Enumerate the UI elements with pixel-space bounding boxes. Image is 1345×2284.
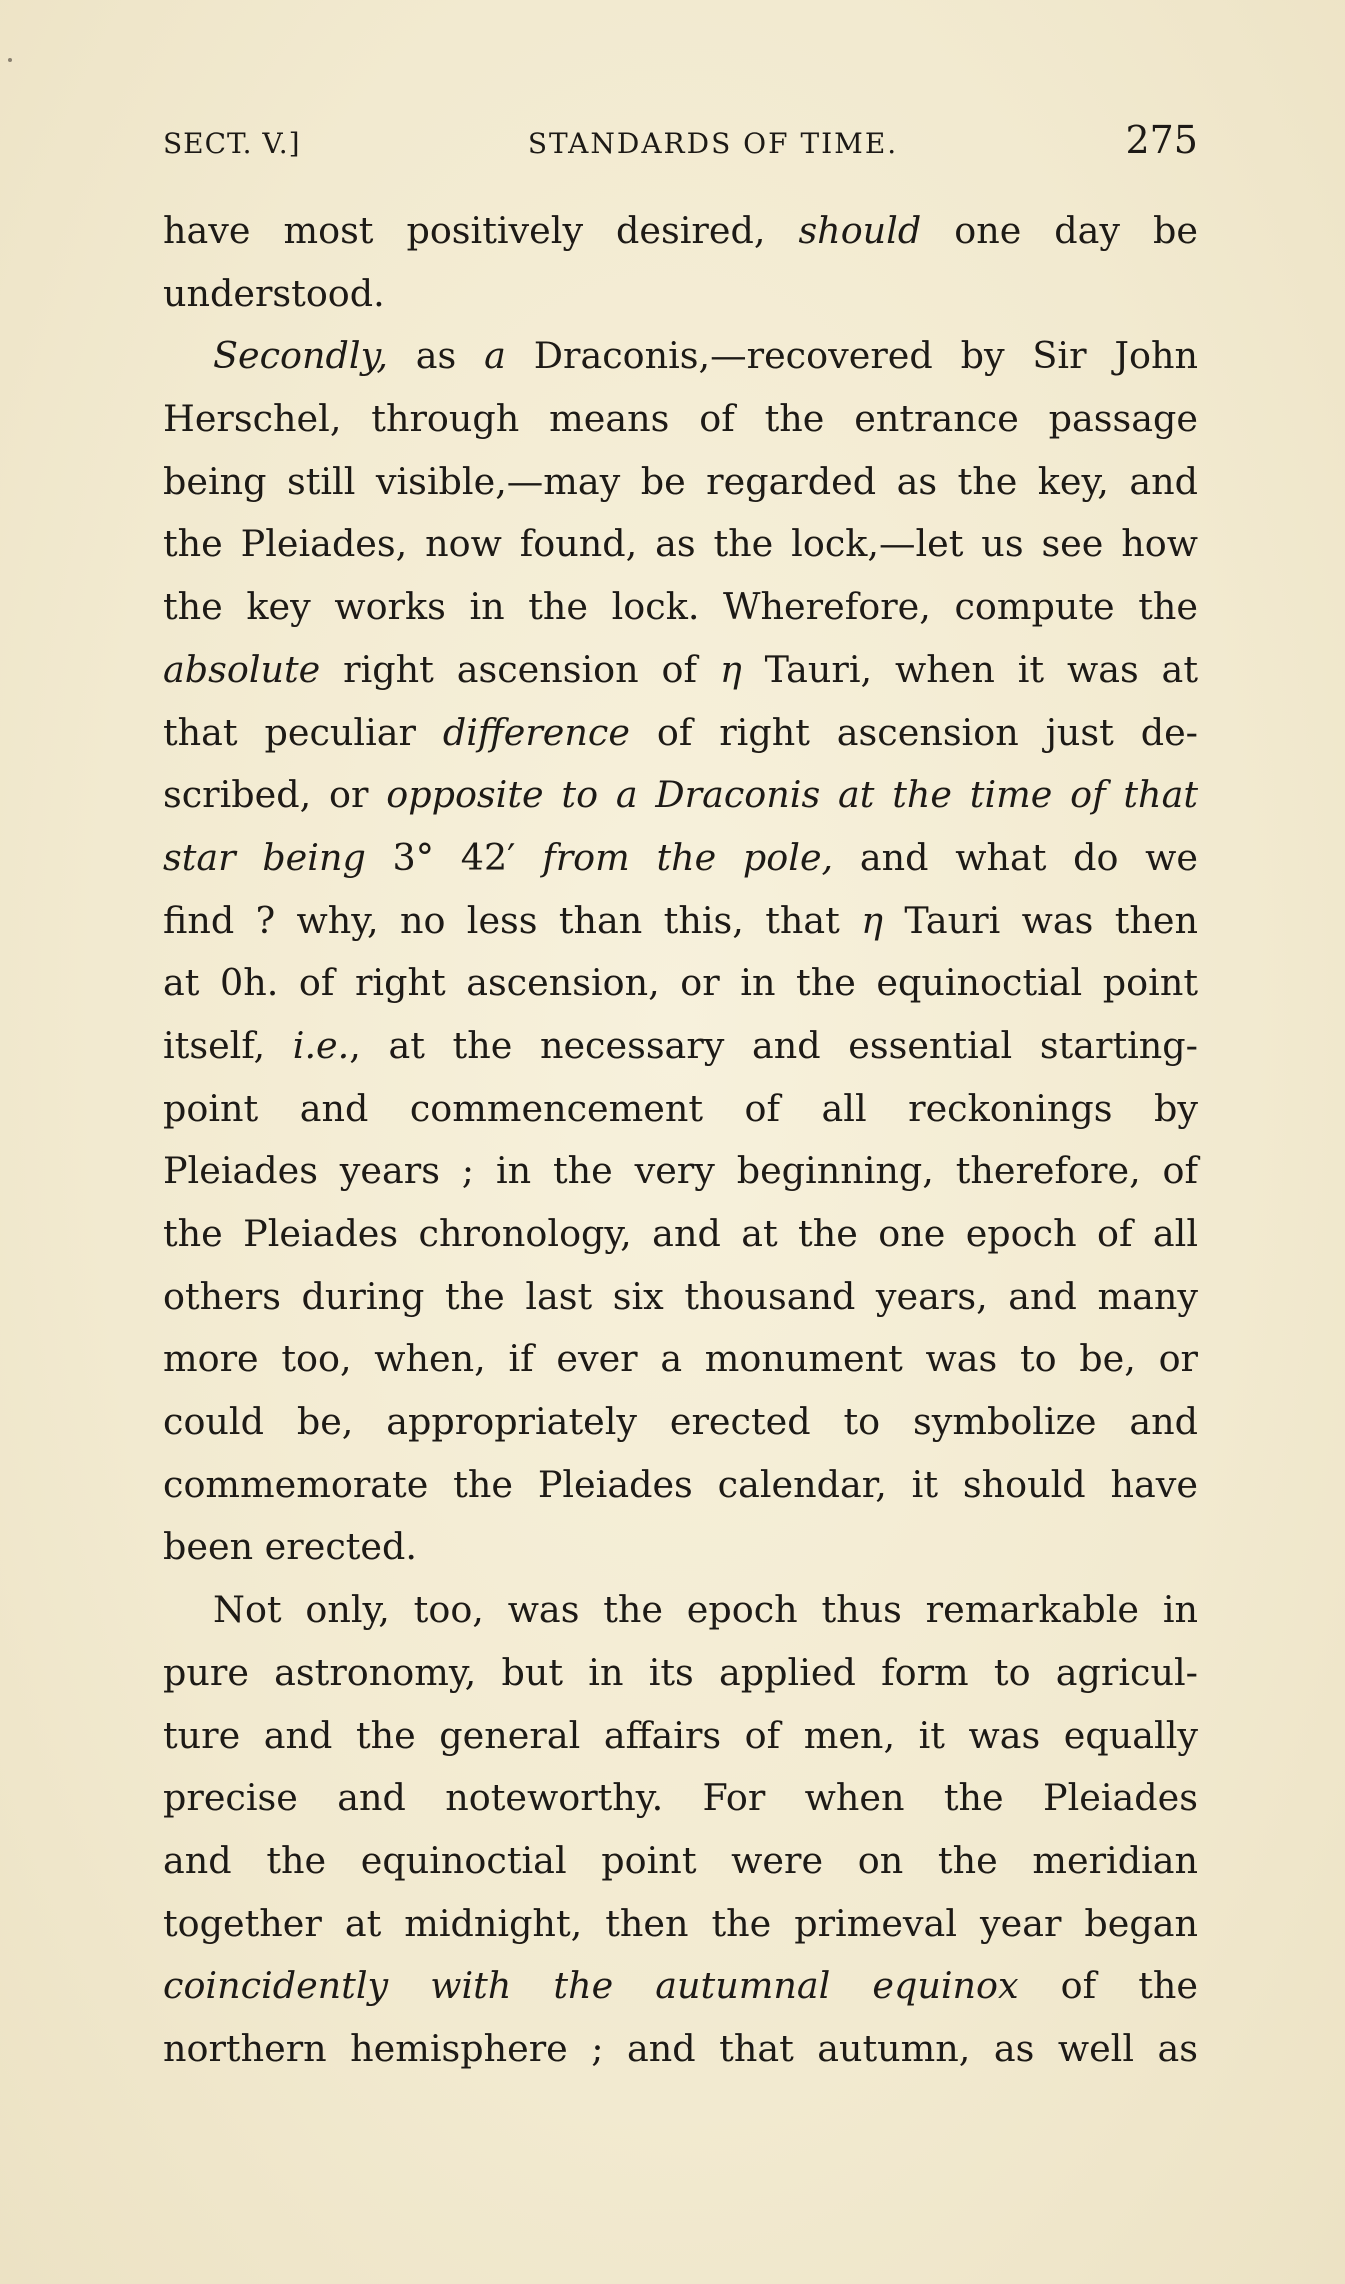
text-line bbox=[163, 1955, 1198, 2018]
text-run: more too, when, if ever a monument was to be, or bbox=[163, 1337, 1198, 1381]
text-line bbox=[163, 1705, 1198, 1768]
running-head bbox=[163, 118, 1198, 168]
italic-text: η bbox=[861, 898, 884, 942]
page-speck bbox=[8, 58, 12, 62]
text-run: of right ascension just de- bbox=[629, 710, 1199, 754]
text-run: point and commencement of all reckonings by bbox=[163, 1086, 1198, 1130]
text-line bbox=[163, 2018, 1198, 2081]
text-run: precise and noteworthy. For when the Pleiades bbox=[163, 1776, 1198, 1820]
text-run: the Pleiades, now found, as the lock,—let us see how bbox=[163, 522, 1198, 566]
section-label: SECT. V.] bbox=[163, 127, 301, 160]
text-run: Pleiades years ; in the very beginning, therefore, of bbox=[163, 1149, 1198, 1193]
text-line bbox=[163, 1391, 1198, 1454]
text-run: could be, appropriately erected to symbolize and bbox=[163, 1400, 1198, 1444]
text-line bbox=[163, 1516, 1198, 1579]
text-line bbox=[163, 764, 1198, 827]
text-run: the key works in the lock. Wherefore, compute the bbox=[163, 585, 1198, 629]
text-run: Herschel, through means of the entrance passage bbox=[163, 397, 1198, 441]
text-line bbox=[163, 1203, 1198, 1266]
text-run: one day be bbox=[921, 209, 1198, 252]
text-run: 3° 42′ bbox=[365, 835, 543, 879]
text-line bbox=[163, 325, 1198, 388]
italic-text: should bbox=[798, 209, 922, 252]
italic-text: a bbox=[484, 334, 506, 378]
text-run: and the equinoctial point were on the meridian bbox=[163, 1838, 1198, 1882]
italic-text: difference bbox=[442, 710, 630, 754]
italic-text: opposite to a Draconis at the time of that bbox=[386, 773, 1198, 817]
text-run: together at midnight, then the primeval year began bbox=[163, 1901, 1198, 1945]
text-run: Not only, too, was the epoch thus remarkable in bbox=[213, 1588, 1198, 1632]
text-line bbox=[163, 952, 1198, 1015]
text-run: , at the necessary and essential starting- bbox=[349, 1023, 1198, 1067]
text-line bbox=[163, 1893, 1198, 1956]
text-line bbox=[163, 1078, 1198, 1141]
text-run: itself, bbox=[163, 1023, 293, 1067]
text-run: and what do we bbox=[833, 835, 1198, 879]
text-line bbox=[163, 1642, 1198, 1705]
text-run: Tauri, when it was at bbox=[741, 647, 1198, 691]
text-run: others during the last six thousand years, and many bbox=[163, 1274, 1198, 1318]
text-run: the Pleiades chronology, and at the one epoch of all bbox=[163, 1212, 1198, 1255]
text-line bbox=[163, 1579, 1198, 1642]
text-run: scribed, or bbox=[163, 773, 387, 817]
page-number: 275 bbox=[1125, 118, 1198, 162]
text-run: being still visible,—may be regarded as the key, and bbox=[163, 459, 1198, 503]
running-title: STANDARDS OF TIME. bbox=[527, 127, 899, 160]
text-line bbox=[163, 263, 1198, 326]
text-run: find ? why, no less than this, that bbox=[163, 898, 862, 942]
text-run: been erected. bbox=[163, 1525, 418, 1569]
text-line bbox=[163, 1830, 1198, 1893]
text-line bbox=[163, 827, 1198, 890]
text-run: commemorate the Pleiades calendar, it should have bbox=[163, 1462, 1198, 1506]
text-line bbox=[163, 1767, 1198, 1830]
text-run: have most positively desired, bbox=[163, 209, 799, 252]
text-run: of the bbox=[1018, 1964, 1199, 2008]
text-line bbox=[163, 702, 1198, 765]
text-run: Draconis,—recovered by Sir John bbox=[505, 334, 1198, 378]
text-run: at 0h. of right ascension, or in the equinoctial point bbox=[163, 961, 1198, 1005]
italic-text: star being bbox=[163, 835, 366, 879]
text-line bbox=[163, 1328, 1198, 1391]
text-run: that peculiar bbox=[163, 710, 443, 754]
text-line bbox=[163, 639, 1198, 702]
text-line bbox=[163, 1140, 1198, 1203]
text-line bbox=[163, 200, 1198, 263]
text-line bbox=[163, 1266, 1198, 1329]
italic-text: coincidently with the autumnal equinox bbox=[163, 1964, 1019, 2008]
text-run: northern hemisphere ; and that autumn, as well as bbox=[163, 2026, 1198, 2070]
text-run: ture and the general affairs of men, it was equally bbox=[163, 1713, 1198, 1757]
italic-text: i.e. bbox=[292, 1023, 350, 1067]
text-line bbox=[163, 388, 1198, 451]
text-run: as bbox=[387, 334, 485, 378]
text-line bbox=[163, 890, 1198, 953]
text-line bbox=[163, 513, 1198, 576]
text-line bbox=[163, 1015, 1198, 1078]
text-run: pure astronomy, but in its applied form to agricul- bbox=[163, 1650, 1198, 1694]
text-line bbox=[163, 1454, 1198, 1517]
italic-text: absolute bbox=[163, 647, 321, 691]
text-line bbox=[163, 451, 1198, 514]
italic-text: Secondly, bbox=[213, 334, 388, 378]
text-run: Tauri was then bbox=[883, 898, 1198, 942]
text-run: right ascension of bbox=[320, 647, 720, 691]
text-run: understood. bbox=[163, 271, 385, 315]
italic-text: η bbox=[719, 647, 742, 691]
body-text bbox=[163, 200, 1198, 2081]
italic-text: from the pole, bbox=[542, 835, 834, 879]
text-line bbox=[163, 576, 1198, 639]
